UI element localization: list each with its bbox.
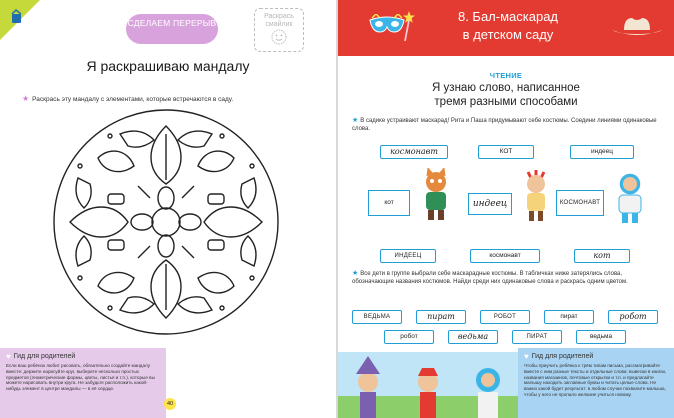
parent-guide-title: Гид для родителей xyxy=(531,353,594,360)
grid-word[interactable]: робот xyxy=(384,330,434,344)
carnival-mask-icon xyxy=(368,14,406,36)
right-page xyxy=(338,0,674,418)
chapter-title-line2: в детском саду xyxy=(462,27,554,42)
parent-guide-header xyxy=(524,352,668,361)
word-box-top-3[interactable]: индеец xyxy=(570,145,634,159)
task-1-text: В садике устраивают маскарад! Рита и Паша придумывают себе костюмы. Соедини линиями одинаковые слова. xyxy=(352,118,657,132)
parent-guide-panel-right xyxy=(518,348,674,418)
character-card-2[interactable]: индеец xyxy=(468,193,512,215)
smiley-icon xyxy=(271,29,287,45)
parent-guide-panel xyxy=(0,348,166,418)
word-box-bottom-2[interactable]: космонавт xyxy=(470,249,540,263)
exercise-heading xyxy=(378,81,634,109)
task-2 xyxy=(352,270,662,286)
grid-word[interactable]: ведьма xyxy=(576,330,626,344)
break-badge xyxy=(126,14,218,44)
grid-word[interactable]: ПИРАТ xyxy=(512,330,562,344)
grid-word[interactable]: робот xyxy=(608,310,658,324)
section-label: ЧТЕНИЕ xyxy=(489,71,523,80)
heart-icon: ♥ xyxy=(6,352,11,361)
page-number: 40 xyxy=(164,398,176,410)
grid-word[interactable]: пират xyxy=(416,310,466,324)
instruction xyxy=(22,94,233,103)
character-card-3[interactable]: КОСМОНАВТ xyxy=(556,190,604,216)
instruction-text: Раскрась эту мандалу с элементами, которые встречаются в саду. xyxy=(32,96,234,103)
grid-word[interactable]: ведьма xyxy=(448,330,498,344)
chapter-title xyxy=(428,8,588,44)
star-icon: ★ xyxy=(352,117,359,124)
children-costumes-illustration xyxy=(338,352,518,418)
color-the-smiley-box xyxy=(254,8,304,52)
word-box-top-2[interactable]: КОТ xyxy=(478,145,534,159)
parent-guide-title: Гид для родителей xyxy=(13,353,76,360)
task-2-text: Все дети в группе выбрали себе маскарадные костюмы. В табличках ниже затерялись слова, обозначающие названия костюмов. Найди среди них одинаковые слова и раскрась одним цветом. xyxy=(352,271,628,285)
costume-kids-scene xyxy=(338,352,518,418)
parent-guide-text: Чтобы приучить ребёнка к трём типам письма, рассматривайте вместе с ним разные тексты и отдельные слова: вывески в книгах, названия магазинов, почтовые открытки и т.п. и предлагайте малышу находить заглавные буквы и читать целые слова. Не важно какой будет результат: в любом случае похвалите малыша, чтобы у него не пропало желание учиться новому. xyxy=(524,363,667,397)
word-box-top-1[interactable]: космонавт xyxy=(380,145,448,159)
character-card-1[interactable]: кот xyxy=(368,190,410,216)
cat-costume-illustration xyxy=(414,168,458,222)
task-1 xyxy=(352,117,662,133)
grid-word[interactable]: пират xyxy=(544,310,594,324)
parent-guide-header xyxy=(6,352,160,361)
star-icon: ★ xyxy=(22,94,30,103)
word-box-bottom-3[interactable]: кот xyxy=(574,249,630,263)
left-page xyxy=(0,0,336,418)
cowboy-hat-icon xyxy=(610,14,664,38)
star-icon: ★ xyxy=(352,270,359,277)
paint-bucket-icon xyxy=(8,8,26,26)
grid-word[interactable]: ВЕДЬМА xyxy=(352,310,402,324)
astronaut-costume-illustration xyxy=(608,170,652,224)
parent-guide-text: Если ваш ребёнок любит рисовать, обязательно создайте мандалу вместе: держите нарисуйте круг, выберите несколько простых предметов (геометрические формы, цветы, листья и т.п.), которые вы можете нарисовать внутри круга. Не забудьте расположить какой-нибудь элемент в центре мандалы — в её сердце. xyxy=(6,363,155,392)
heading-line2: тремя разными способами xyxy=(434,96,578,108)
break-badge-label: СДЕЛАЕМ ПЕРЕРЫВ xyxy=(127,18,217,28)
grid-word[interactable]: РОБОТ xyxy=(480,310,530,324)
chapter-title-line1: 8. Бал-маскарад xyxy=(457,9,559,24)
word-box-bottom-1[interactable]: ИНДЕЕЦ xyxy=(380,249,436,263)
color-box-label: Раскрась смайлик xyxy=(264,13,294,28)
heart-icon: ♥ xyxy=(524,352,529,361)
native-american-costume-illustration xyxy=(516,168,558,222)
heading-line1: Я узнаю слово, написанное xyxy=(432,82,580,94)
mandala-drawing xyxy=(50,106,282,338)
page-title: Я раскрашиваю мандалу xyxy=(86,58,250,74)
magic-wand-icon xyxy=(402,10,416,42)
